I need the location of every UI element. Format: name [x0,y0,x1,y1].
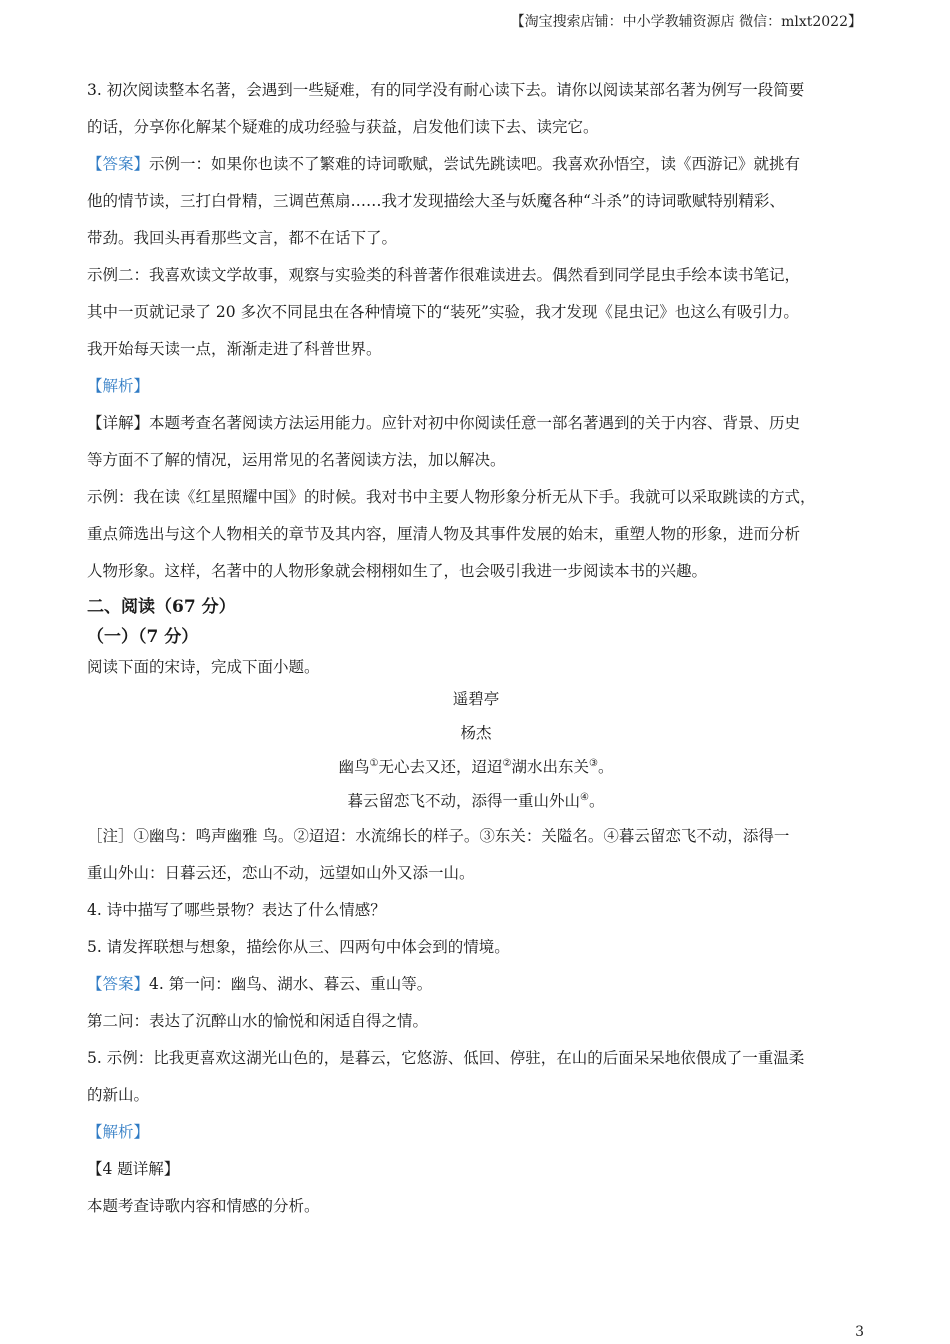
detail-line: 重点筛选出与这个人物相关的章节及其内容，厘清人物及其事件发展的始末，重塑人物的形象，进而分析 [87,525,801,543]
analysis-tag: 【解析】 [87,377,150,395]
footnote-mark: ③ [589,757,598,769]
detail-title: 【4 题详解】 [87,1160,180,1178]
answer-line: 5. 示例：比我更喜欢这湖光山色的，是暮云，它悠游、低回、停驻，在山的后面呆呆地依偎成了一重温柔 [87,1049,805,1067]
document-body [87,72,865,1225]
analysis-tag: 【解析】 [87,1123,150,1141]
footnote-mark: ④ [580,791,589,803]
detail-line: 本题考查诗歌内容和情感的分析。 [87,1197,320,1215]
poem-line-1: 幽鸟①无心去又还，迢迢②湖水出东关③。 [338,757,614,776]
page-header: 【淘宝搜索店铺：中小学教辅资源店 微信：mlxt2022】 [510,14,862,30]
poem-note-line: ［注］①幽鸟：鸣声幽雅 鸟。②迢迢：水流绵长的样子。③东关：关隘名。④暮云留恋飞不动，添得一 [87,827,790,845]
detail-line: 人物形象。这样，名著中的人物形象就会栩栩如生了，也会吸引我进一步阅读本书的兴趣。 [87,562,708,580]
answer-line: 带劲。我回头再看那些文言，都不在话下了。 [87,229,398,247]
answer-line: 的新山。 [87,1086,150,1104]
question-3-line: 的话，分享你化解某个疑难的成功经验与获益，启发他们读下去、读完它。 [87,118,599,136]
section-title: 二、阅读（67 分） [87,597,236,617]
example-line: 我开始每天读一点，渐渐走进了科普世界。 [87,340,382,358]
answer-paragraph [87,966,865,1003]
answer-tag: 【答案】 [87,155,150,173]
page-number: 3 [855,1324,864,1340]
answer-tag: 【答案】 [87,975,150,993]
detail-line: 示例：我在读《红星照耀中国》的时候。我对书中主要人物形象分析无从下手。我就可以采取跳读的方式， [87,488,816,506]
answer-line: 第二问：表达了沉醉山水的愉悦和闲适自得之情。 [87,1012,429,1030]
poem-title: 遥碧亭 [452,690,500,708]
detail-line: 等方面不了解的情况，运用常见的名著阅读方法，加以解决。 [87,451,506,469]
question-5: 5. 请发挥联想与想象，描绘你从三、四两句中体会到的情境。 [87,938,510,956]
question-4: 4. 诗中描写了哪些景物？表达了什么情感？ [87,901,386,919]
question-3-line: 3. 初次阅读整本名著，会遇到一些疑难，有的同学没有耐心读下去。请你以阅读某部名著为例写一段简要 [87,81,805,99]
poem-note-line: 重山外山：日暮云还，恋山不动，远望如山外又添一山。 [87,864,475,882]
answer-text: 示例一：如果你也读不了繁难的诗词歌赋，尝试先跳读吧。我喜欢孙悟空，读《西游记》就挑有 [149,155,801,173]
example-line: 其中一页就记录了 20 多次不同昆虫在各种情境下的“装死”实验，我才发现《昆虫记》也这么有吸引力。 [87,303,799,321]
detail-line: 【详解】本题考查名著阅读方法运用能力。应针对初中你阅读任意一部名著遇到的关于内容、背景、历史 [87,414,801,432]
poem-line-2: 暮云留恋飞不动，添得一重山外山④。 [347,791,605,810]
footnote-mark: ② [502,757,512,769]
answer-line: 他的情节读，三打白骨精，三调芭蕉扇……我才发现描绘大圣与妖魔各种“斗杀”的诗词歌赋特别精彩、 [87,192,785,210]
poem-author: 杨杰 [460,724,492,742]
answer-text: 4. 第一问：幽鸟、湖水、暮云、重山等。 [149,975,433,993]
footnote-mark: ① [369,757,379,769]
reading-intro: 阅读下面的宋诗，完成下面小题。 [87,658,320,676]
answer-paragraph [87,146,865,183]
subsection-title: （一）（7 分） [87,627,199,647]
example-line: 示例二：我喜欢读文学故事，观察与实验类的科普著作很难读进去。偶然看到同学昆虫手绘本读书笔记， [87,266,801,284]
